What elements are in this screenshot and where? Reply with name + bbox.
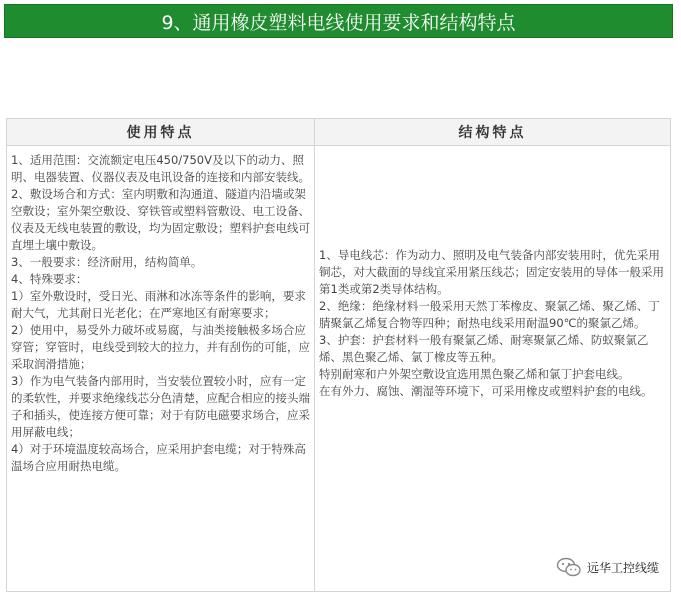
usage-paragraph: 1、适用范围：交流额定电压450/750V及以下的动力、照明、电器装置、仪器仪表及电讯设备的连接和内部安装线。: [11, 153, 310, 184]
page-title-text: 9、通用橡皮塑料电线使用要求和结构特点: [161, 11, 516, 34]
structure-paragraph: 2、绝缘：绝缘材料一般采用天然丁苯橡皮、聚氯乙烯、聚乙烯、丁腈聚氯乙烯复合物等四种；耐热电线采用耐温90℃的聚氯乙烯。: [319, 299, 660, 330]
page-title: [4, 4, 673, 38]
structure-paragraph: 3、护套：护套材料一般有聚氯乙烯、耐寒聚氯乙烯、防蚁聚氯乙烯、黑色聚乙烯、氯丁橡皮等五种。: [319, 333, 649, 364]
watermark: [556, 557, 659, 577]
structure-paragraph: 特别耐寒和户外架空敷设宜选用黑色聚乙烯和氯丁护套电线。: [319, 367, 630, 381]
usage-cell: [7, 146, 315, 592]
header-usage: 使用特点: [7, 119, 315, 146]
structure-paragraph: 1、导电线芯：作为动力、照明及电气装备内部安装用时，优先采用铜芯，对大截面的导线宜采用紧压线芯；固定安装用的导体一般采用第1类或第2类导体结构。: [319, 248, 664, 296]
wechat-icon: [556, 557, 582, 577]
usage-paragraph: 1）室外敷设时，受日光、雨淋和冰冻等条件的影响，要求耐大气，尤其耐日光老化；在严寒地区有耐寒要求；: [11, 289, 306, 320]
watermark-text: 远华工控线缆: [586, 560, 659, 575]
usage-paragraph: 3、一般要求：经济耐用，结构简单。: [11, 255, 203, 269]
usage-paragraph: 3）作为电气装备内部用时，当安装位置较小时，应有一定的柔软性，并要求绝缘线芯分色清楚，应配合相应的接头端子和插头，使连接方便可靠；对于有防电磁要求场合，应采用屏蔽电线；: [11, 374, 310, 439]
usage-paragraph: 4）对于环境温度较高场合，应采用护套电缆；对于特殊高温场合应用耐热电缆。: [11, 442, 306, 473]
header-structure: 结构特点: [315, 119, 671, 146]
usage-paragraph: 2）使用中，易受外力破坏或易腐，与油类接触极多场合应穿管；穿管时，电线受到较大的拉力，并有刮伤的可能，应采取润滑措施；: [11, 323, 310, 371]
table-row: [7, 146, 671, 592]
structure-paragraph: 在有外力、腐蚀、潮湿等环境下，可采用橡皮或塑料护套的电线。: [319, 384, 653, 398]
structure-cell: [315, 146, 671, 592]
usage-paragraph: 4、特殊要求：: [11, 272, 88, 286]
spec-table: [6, 118, 671, 592]
usage-paragraph: 2、敷设场合和方式：室内明敷和沟通道、隧道内沿墙或架空敷设；室外架空敷设、穿铁管或塑料管敷设、电工设备、仪表及无线电装置的敷设，均为固定敷设；塑料护套电线可直埋土壤中敷设。: [11, 187, 310, 252]
table-header-row: [7, 119, 671, 146]
